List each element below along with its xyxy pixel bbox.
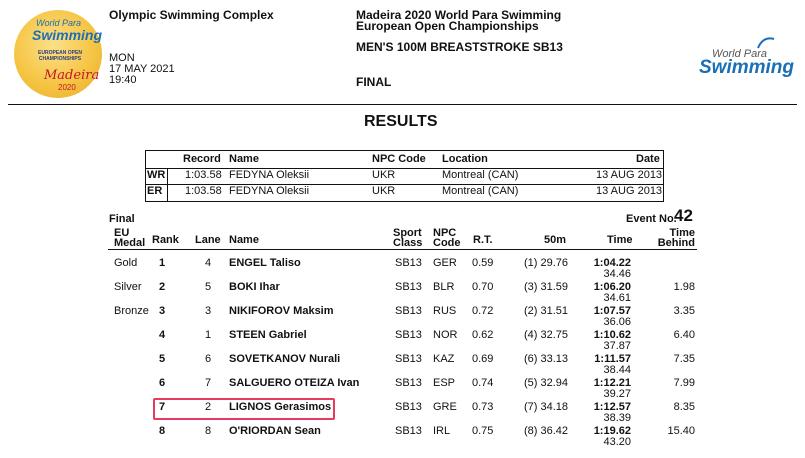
logo-text-4: Madeira bbox=[44, 68, 100, 83]
records-header-date: Date bbox=[636, 153, 660, 165]
cell-cls: SB13 bbox=[395, 425, 422, 437]
results-header-divider bbox=[108, 249, 697, 250]
cell-medal: Gold bbox=[114, 257, 138, 269]
cell-split: (5) 32.94 bbox=[523, 377, 568, 389]
cell-lane: 1 bbox=[205, 329, 212, 341]
col-eu-medal-line2: Medal bbox=[114, 237, 146, 249]
logo-text-3: EUROPEAN OPEN CHAMPIONSHIPS bbox=[38, 50, 82, 62]
cell-split2: 34.46 bbox=[603, 268, 631, 280]
cell-name: SOVETKANOV Nurali bbox=[229, 353, 341, 365]
record-npc: UKR bbox=[372, 185, 396, 197]
cell-split: (6) 33.13 bbox=[523, 353, 568, 365]
cell-split2: 39.27 bbox=[603, 388, 631, 400]
col-rt: R.T. bbox=[473, 234, 493, 246]
cell-rank: 5 bbox=[159, 353, 166, 365]
cell-rt: 0.69 bbox=[472, 353, 494, 365]
cell-split2: 37.87 bbox=[603, 340, 631, 352]
cell-cls: SB13 bbox=[395, 377, 422, 389]
cell-split: (3) 31.59 bbox=[523, 281, 568, 293]
day: MON bbox=[109, 52, 135, 64]
cell-name: SALGUERO OTEIZA Ivan bbox=[229, 377, 360, 389]
cell-split2: 36.06 bbox=[603, 316, 631, 328]
col-split: 50m bbox=[544, 234, 567, 246]
world-para-logo-text-1: World Para bbox=[712, 48, 768, 60]
col-sport-class bbox=[393, 228, 422, 248]
cell-split2: 38.39 bbox=[603, 412, 631, 424]
col-time-behind-line1: Time bbox=[669, 227, 695, 239]
event-no-label: Event No. bbox=[626, 213, 677, 225]
cell-npc: ESP bbox=[433, 377, 456, 389]
cell-cls: SB13 bbox=[395, 305, 422, 317]
cell-behind: 3.35 bbox=[673, 305, 695, 317]
record-location: Montreal (CAN) bbox=[442, 185, 519, 197]
cell-rank: 2 bbox=[159, 281, 166, 293]
cell-rank: 1 bbox=[159, 257, 166, 269]
logo-text-1: World Para bbox=[36, 18, 82, 28]
cell-name: O'RIORDAN Sean bbox=[229, 425, 321, 437]
record-time: 1:03.58 bbox=[185, 185, 222, 197]
cell-split2: 34.61 bbox=[603, 292, 631, 304]
cell-rt: 0.72 bbox=[472, 305, 494, 317]
record-name: FEDYNA Oleksii bbox=[229, 185, 310, 197]
logo-text-2: Swimming bbox=[32, 27, 103, 43]
cell-name: STEEN Gabriel bbox=[229, 329, 307, 341]
cell-npc: GER bbox=[433, 257, 457, 269]
record-type: ER bbox=[147, 185, 163, 197]
cell-npc: RUS bbox=[433, 305, 457, 317]
cell-split: (4) 32.75 bbox=[523, 329, 568, 341]
cell-name: NIKIFOROV Maksim bbox=[229, 305, 334, 317]
record-npc: UKR bbox=[372, 169, 396, 181]
col-lane: Lane bbox=[195, 234, 221, 246]
col-rank: Rank bbox=[152, 234, 179, 246]
world-para-logo-text-2: Swimming bbox=[699, 57, 795, 78]
records-divider-2 bbox=[146, 184, 663, 185]
record-type: WR bbox=[147, 169, 166, 181]
logo-text-5: 2020 bbox=[58, 83, 76, 92]
cell-rank: 6 bbox=[159, 377, 166, 389]
cell-rank: 8 bbox=[159, 425, 166, 437]
record-location: Montreal (CAN) bbox=[442, 169, 519, 181]
cell-behind: 6.40 bbox=[673, 329, 695, 341]
cell-lane: 4 bbox=[205, 257, 212, 269]
highlight-box bbox=[153, 398, 335, 420]
cell-lane: 7 bbox=[205, 377, 212, 389]
cell-time: 1:12.21 bbox=[593, 377, 631, 389]
cell-time: 1:06.20 bbox=[593, 281, 631, 293]
cell-split2: 38.44 bbox=[603, 364, 631, 376]
record-date: 13 AUG 2013 bbox=[596, 185, 663, 197]
time: 19:40 bbox=[109, 74, 137, 86]
venue: Olympic Swimming Complex bbox=[109, 8, 274, 22]
cell-rt: 0.62 bbox=[472, 329, 494, 341]
cell-split: (1) 29.76 bbox=[523, 257, 568, 269]
header-divider bbox=[8, 104, 797, 105]
cell-rt: 0.74 bbox=[472, 377, 494, 389]
cell-behind: 8.35 bbox=[673, 401, 695, 413]
cell-npc: BLR bbox=[433, 281, 455, 293]
col-npc-code-line1: NPC bbox=[433, 227, 457, 239]
col-name: Name bbox=[229, 234, 259, 246]
cell-rank: 3 bbox=[159, 305, 166, 317]
cell-rank: 4 bbox=[159, 329, 166, 341]
cell-lane: 5 bbox=[205, 281, 212, 293]
cell-medal: Silver bbox=[114, 281, 142, 293]
event-title-1: Madeira 2020 World Para Swimming bbox=[356, 8, 562, 22]
cell-behind: 7.99 bbox=[673, 377, 695, 389]
cell-cls: SB13 bbox=[395, 353, 422, 365]
cell-behind: 7.35 bbox=[673, 353, 695, 365]
cell-time: 1:12.57 bbox=[593, 401, 631, 413]
cell-split2: 43.20 bbox=[603, 436, 631, 448]
cell-cls: SB13 bbox=[395, 329, 422, 341]
results-title: RESULTS bbox=[364, 113, 438, 130]
cell-name: ENGEL Taliso bbox=[229, 257, 301, 269]
world-para-swoosh-icon bbox=[757, 36, 775, 50]
col-sport-class-line2: Class bbox=[393, 237, 423, 249]
records-header-npc: NPC Code bbox=[372, 153, 426, 165]
record-time: 1:03.58 bbox=[185, 169, 222, 181]
cell-time: 1:07.57 bbox=[593, 305, 631, 317]
cell-npc: GRE bbox=[433, 401, 457, 413]
cell-time: 1:19.62 bbox=[593, 425, 631, 437]
cell-cls: SB13 bbox=[395, 401, 422, 413]
championship-logo bbox=[14, 10, 102, 98]
final-label: Final bbox=[109, 213, 135, 225]
col-time-behind bbox=[654, 228, 695, 248]
records-header-name: Name bbox=[229, 153, 259, 165]
event-no: 42 bbox=[674, 206, 693, 225]
cell-name: LIGNOS Gerasimos bbox=[229, 401, 332, 413]
cell-rt: 0.73 bbox=[472, 401, 494, 413]
cell-split: (2) 31.51 bbox=[523, 305, 568, 317]
phase: FINAL bbox=[356, 75, 392, 89]
cell-npc: IRL bbox=[433, 425, 451, 437]
cell-time: 1:04.22 bbox=[593, 257, 631, 269]
cell-rt: 0.59 bbox=[472, 257, 494, 269]
record-date: 13 AUG 2013 bbox=[596, 169, 663, 181]
col-sport-class-line1: Sport bbox=[393, 227, 422, 239]
cell-cls: SB13 bbox=[395, 257, 422, 269]
cell-cls: SB13 bbox=[395, 281, 422, 293]
col-npc-code-line2: Code bbox=[433, 237, 461, 249]
date: 17 MAY 2021 bbox=[109, 63, 175, 75]
col-npc-code bbox=[433, 228, 461, 248]
cell-lane: 2 bbox=[205, 401, 212, 413]
cell-rt: 0.70 bbox=[472, 281, 494, 293]
event-title-2: European Open Championships bbox=[356, 19, 539, 33]
col-time-behind-line2: Behind bbox=[657, 237, 695, 249]
record-name: FEDYNA Oleksii bbox=[229, 169, 310, 181]
cell-npc: KAZ bbox=[433, 353, 455, 365]
cell-medal: Bronze bbox=[114, 305, 149, 317]
cell-lane: 3 bbox=[205, 305, 212, 317]
records-divider-1 bbox=[146, 168, 663, 169]
cell-split: (8) 36.42 bbox=[523, 425, 568, 437]
cell-time: 1:11.57 bbox=[594, 353, 631, 365]
cell-behind: 15.40 bbox=[667, 425, 695, 437]
cell-lane: 8 bbox=[205, 425, 212, 437]
col-eu-medal-line1: EU bbox=[114, 227, 130, 239]
cell-split: (7) 34.18 bbox=[523, 401, 568, 413]
cell-lane: 6 bbox=[205, 353, 212, 365]
records-header-record: Record bbox=[183, 153, 221, 165]
records-header-location: Location bbox=[442, 153, 488, 165]
cell-behind: 1.98 bbox=[673, 281, 695, 293]
col-time: Time bbox=[607, 234, 633, 246]
cell-rt: 0.75 bbox=[472, 425, 494, 437]
cell-time: 1:10.62 bbox=[593, 329, 631, 341]
cell-rank: 7 bbox=[159, 401, 166, 413]
event-name: MEN'S 100M BREASTSTROKE SB13 bbox=[356, 40, 563, 54]
cell-npc: NOR bbox=[433, 329, 458, 341]
col-eu-medal bbox=[114, 228, 145, 248]
cell-name: BOKI Ihar bbox=[229, 281, 280, 293]
